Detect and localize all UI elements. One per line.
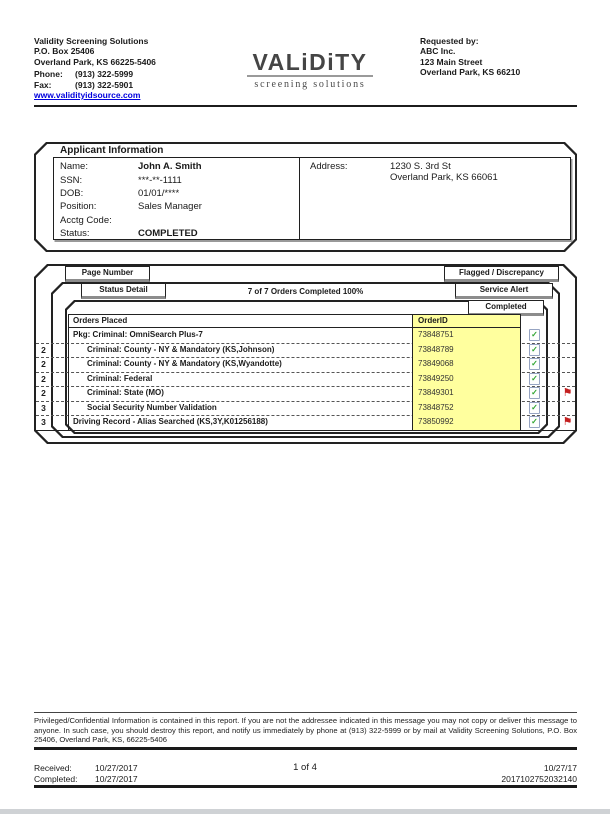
check-glyph: ✓: [531, 330, 538, 340]
received-date: 10/27/2017: [95, 763, 138, 773]
status-detail-cell: [51, 415, 68, 430]
order-id-header: OrderID: [412, 314, 521, 328]
order-row: [36, 372, 575, 387]
check-glyph: ✓: [531, 388, 538, 398]
logo-wordmark: VALiDiTY: [252, 49, 368, 75]
completed-cell: [521, 328, 548, 343]
completed-cell: [521, 372, 548, 387]
order-page-number: 3: [41, 402, 46, 413]
status-detail-cell: [51, 328, 68, 343]
service-alert-cell: [548, 386, 560, 401]
company-name: Validity Screening Solutions: [34, 36, 149, 46]
footer-rule-top: [34, 747, 577, 750]
flag-icon: ⚑: [562, 386, 573, 399]
order-page-number: 2: [41, 359, 46, 369]
order-page-number: 3: [41, 417, 46, 427]
applicant-field-label: Name:: [60, 161, 88, 173]
order-row: [36, 415, 575, 430]
service-alert-cell: [548, 372, 560, 387]
received-row: [34, 763, 138, 774]
disclaimer-text: Privileged/Confidential Information is contained in this report. If you are not the addressee indicated in this message you may not copy or deliver this message to anyone. In such case, you should destroy this report, and notify us immediately by phone at (913) 322-5999 or by mail at Validity Screening Solutions, P.O. Box 25406, Overland Park, KS, 66225-5406: [34, 716, 577, 745]
status-detail-cell: [51, 372, 68, 387]
requested-by-street: 123 Main Street: [420, 56, 483, 67]
page-bottom-edge: [0, 809, 610, 814]
order-id: 73848752: [412, 401, 521, 416]
completed-check-icon: [529, 373, 540, 385]
company-pobox: P.O. Box 25406: [34, 46, 95, 57]
completed-check-icon: [529, 387, 540, 399]
check-glyph: ✓: [531, 402, 538, 412]
flag-cell: [560, 415, 575, 430]
phone-label: Phone:: [34, 69, 63, 80]
completed-cell: [521, 357, 548, 372]
order-row: [36, 357, 575, 372]
address-line1: 1230 S. 3rd St: [390, 161, 451, 172]
order-id: 73849301: [412, 386, 521, 401]
completed-label: Completed:: [34, 774, 78, 784]
applicant-field-label: Position:: [60, 201, 97, 213]
received-label: Received:: [34, 763, 72, 773]
order-name: Criminal: State (MO): [68, 386, 412, 401]
completed-row: [34, 774, 138, 785]
flag-cell: [560, 357, 575, 372]
service-alert-cell: [548, 415, 560, 430]
fax-value: (913) 322-5901: [75, 79, 134, 90]
order-id: 73848751: [412, 328, 521, 343]
orders-summary: 7 of 7 Orders Completed 100%: [247, 287, 364, 296]
check-glyph: ✓: [531, 373, 538, 383]
completed-cell: [521, 343, 548, 358]
applicant-field-row: [60, 200, 299, 213]
applicant-field-row: [60, 214, 299, 227]
company-city: Overland Park, KS 66225-5406: [34, 56, 156, 67]
completed-check-icon: [529, 329, 540, 341]
flag-icon: ⚑: [562, 415, 573, 428]
completed-cell: [521, 386, 548, 401]
order-id: 73849250: [412, 372, 521, 387]
completed-check-icon: [529, 402, 540, 414]
company-phone-row: [34, 69, 156, 79]
check-glyph: ✓: [531, 359, 538, 369]
footer-report-meta: [377, 763, 577, 785]
tab-flagged-discrepancy: Flagged / Discrepancy: [444, 266, 559, 282]
orders-table: [36, 314, 575, 430]
header-gap-cell: [51, 314, 68, 328]
address-label: Address:: [310, 161, 348, 172]
order-name: Criminal: County - NY & Mandatory (KS,Wyandotte): [68, 357, 412, 372]
address-row: [310, 161, 570, 183]
phone-value: (913) 322-5999: [75, 69, 134, 80]
applicant-field-value: Sales Manager: [138, 201, 202, 213]
orders-header-row: [36, 314, 575, 328]
footer-date-short: 10/27/17: [543, 763, 577, 773]
completed-date: 10/27/2017: [95, 774, 138, 784]
requested-by-company: ABC Inc.: [420, 46, 456, 57]
address-value: [390, 161, 498, 183]
company-website-link[interactable]: www.validityidsource.com: [34, 90, 141, 101]
footer-report-id: 2017102752032140: [501, 774, 577, 784]
order-row: [36, 343, 575, 358]
flag-cell: [560, 386, 575, 401]
header-flag-cell: [560, 314, 575, 328]
applicant-field-row: [60, 173, 299, 186]
flag-cell: [560, 328, 575, 343]
applicant-field-label: DOB:: [60, 187, 84, 199]
service-alert-cell: [548, 401, 560, 416]
tab-page-number: Page Number: [65, 266, 150, 282]
disclaimer-rule: [34, 712, 577, 713]
check-glyph: ✓: [531, 417, 538, 427]
address-line2: Overland Park, KS 66061: [390, 172, 498, 183]
service-alert-cell: [548, 357, 560, 372]
company-fax-row: [34, 80, 156, 90]
header-alert-cell: [548, 314, 560, 328]
applicant-field-label: Acctg Code:: [60, 214, 112, 226]
applicant-field-value: John A. Smith: [138, 161, 202, 173]
tab-service-alert: Service Alert: [455, 283, 553, 299]
header-completed-cell: [521, 314, 548, 328]
flag-cell: [560, 401, 575, 416]
completed-cell: [521, 401, 548, 416]
footer-dates: [34, 763, 138, 785]
orders-placed-header: Orders Placed: [68, 314, 412, 328]
order-name: Pkg: Criminal: OmniSearch Plus-7: [68, 328, 412, 343]
applicant-field-row: [60, 187, 299, 200]
order-name: Driving Record - Alias Searched (KS,3Y,K01256188): [68, 415, 412, 430]
order-name: Criminal: County - NY & Mandatory (KS,Johnson): [68, 343, 412, 358]
requested-by-title: Requested by:: [420, 36, 479, 46]
order-page-number: [36, 328, 51, 343]
order-row: [36, 386, 575, 401]
applicant-section-title: Applicant Information: [60, 145, 164, 156]
status-detail-cell: [51, 343, 68, 358]
completed-cell: [521, 415, 548, 430]
applicant-address-box: [299, 157, 571, 240]
validity-logo: [245, 50, 375, 90]
order-id: 73848789: [412, 343, 521, 358]
orders-section: [34, 264, 577, 444]
company-info: [34, 36, 156, 100]
service-alert-cell: [548, 343, 560, 358]
tab-completed: Completed: [468, 300, 544, 316]
order-name: Criminal: Federal: [68, 372, 412, 387]
order-page-number: 2: [41, 344, 46, 355]
requested-by-city: Overland Park, KS 66210: [420, 67, 521, 78]
logo-divider: [247, 75, 373, 77]
status-detail-cell: [51, 401, 68, 416]
flag-cell: [560, 372, 575, 387]
applicant-field-row: [60, 227, 299, 240]
header-page-cell: [36, 314, 51, 328]
page-number-indicator: 1 of 4: [293, 762, 317, 773]
completed-check-icon: [529, 358, 540, 370]
completed-check-icon: [529, 344, 540, 356]
order-page-number: 2: [41, 373, 46, 384]
applicant-field-row: [60, 160, 299, 173]
applicant-field-value: ***-**-1111: [138, 174, 182, 186]
tab-status-detail: Status Detail: [81, 283, 166, 299]
order-id: 73850992: [412, 415, 521, 430]
applicant-field-label: SSN:: [60, 174, 83, 186]
status-detail-cell: [51, 357, 68, 372]
applicant-fields: [60, 160, 299, 240]
logo-tagline: screening solutions: [254, 79, 366, 90]
service-alert-cell: [548, 328, 560, 343]
flag-cell: [560, 343, 575, 358]
applicant-field-value: 01/01/****: [138, 187, 180, 199]
header-rule: [34, 105, 577, 107]
order-page-number: 2: [41, 388, 46, 398]
footer-rule-bottom: [34, 785, 577, 788]
check-glyph: ✓: [531, 344, 538, 354]
order-row: [36, 328, 575, 343]
order-id: 73849068: [412, 357, 521, 372]
completed-check-icon: [529, 416, 540, 428]
requested-by-block: [420, 36, 520, 78]
applicant-field-value: COMPLETED: [138, 228, 198, 240]
order-name: Social Security Number Validation: [68, 401, 412, 416]
fax-label: Fax:: [34, 79, 52, 90]
order-row: [36, 401, 575, 416]
applicant-details-box: [53, 157, 300, 240]
status-detail-cell: [51, 386, 68, 401]
applicant-field-label: Status:: [60, 228, 90, 240]
